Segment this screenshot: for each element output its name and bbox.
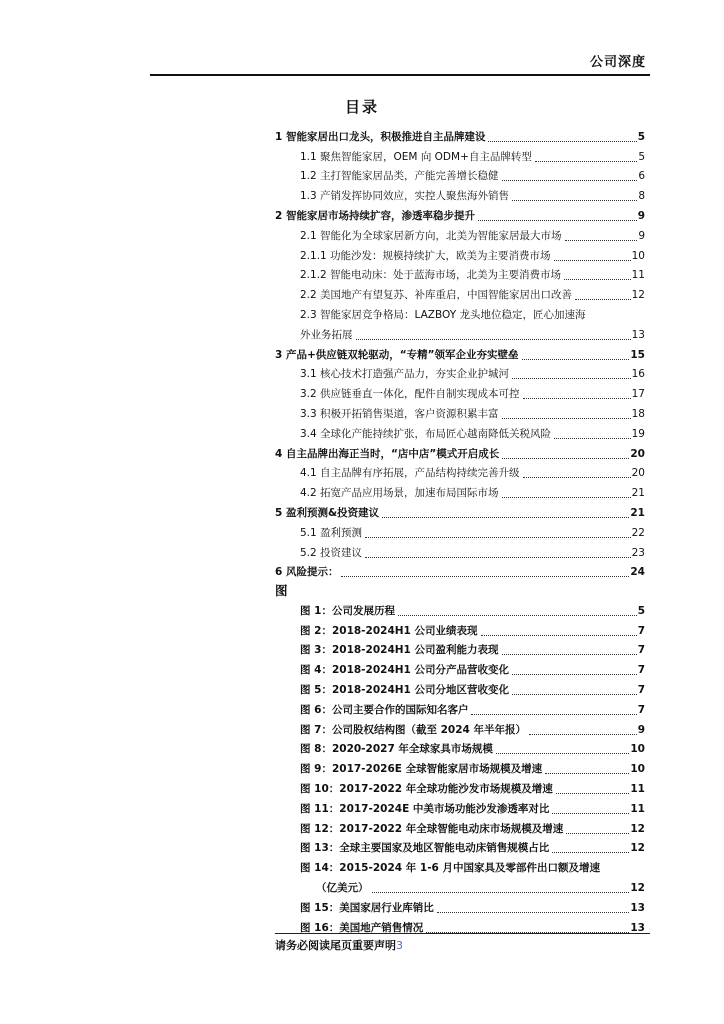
toc-title: 目录 [344,98,379,116]
toc-list [275,124,645,579]
toc-entry-11[interactable] [275,322,645,342]
toc-entry-page: 5 [638,150,645,163]
dot-leader [502,457,629,459]
toc-entry-page: 23 [631,546,645,559]
dot-leader [512,377,631,379]
dot-leader [564,278,631,280]
toc-entry-4[interactable] [275,183,645,203]
toc-entry-text: 3.3 积极开拓销售渠道，客户资源积累丰富 [300,407,499,420]
toc-entry-text: 3 产品+供应链双轮驱动，“专精”领军企业夯实壁垒 [275,348,519,361]
figure-entry-page: 5 [637,604,645,617]
dot-leader [512,673,637,675]
toc-entry-15[interactable] [275,401,645,421]
dot-leader [341,575,629,577]
figure-entry-page: 11 [630,782,645,795]
figure-entry-text: 图 6：公司主要合作的国际知名客户 [300,703,469,716]
dot-leader [488,140,636,142]
toc-entry-16[interactable] [275,421,645,441]
toc-entry-text: 6 风险提示： [275,566,339,579]
toc-entry-text: 1.2 主打智能家居品类，产能完善增长稳健 [300,170,499,183]
toc-entry-page: 21 [630,506,645,519]
toc-entry-text: 4 自主品牌出海正当时，“店中店”模式开启成长 [275,447,500,460]
dot-leader [372,891,630,893]
toc-entry-8[interactable] [275,263,645,283]
figure-entry-13[interactable] [275,836,645,856]
toc-entry-text: 5.1 盈利预测 [300,526,363,539]
toc-entry-text: 3.2 供应链垂直一体化，配件自制实现成本可控 [300,388,520,401]
footer [275,937,403,953]
toc-entry-text: 2.2 美国地产有望复苏、补库重启，中国智能家居出口改善 [300,289,573,302]
toc-entry-page: 22 [631,526,645,539]
toc-entry-text: 4.2 拓宽产品应用场景，加速布局国际市场 [300,487,499,500]
toc-entry-12[interactable] [275,342,645,362]
toc-entry-page: 18 [631,407,645,420]
footer-notice: 请务必阅读尾页重要声明 [275,939,396,952]
dot-leader [478,219,637,221]
toc-entry-20[interactable] [275,500,645,520]
dot-leader [437,911,630,913]
figure-entry-page: 10 [630,763,645,776]
dot-leader [529,733,637,735]
toc-entry-text: 5 盈利预测&投资建议 [275,506,380,519]
dot-leader [502,653,637,655]
figure-entry-text: 图 15：美国家居行业库销比 [300,901,434,914]
figure-entry-15[interactable] [275,875,645,895]
toc-entry-13[interactable] [275,362,645,382]
figure-entry-9[interactable] [275,756,645,776]
figure-entry-page: 7 [637,644,645,657]
figure-entry-12[interactable] [275,816,645,836]
toc-entry-3[interactable] [275,164,645,184]
dot-leader [502,179,638,181]
toc-entry-text: 2.1 智能化为全球家居新方向，北美为智能家居最大市场 [300,229,562,242]
toc-entry-page: 9 [638,229,645,242]
toc-entry-text: 1 智能家居出口龙头，积极推进自主品牌建设 [275,130,486,143]
toc-entry-page: 20 [631,467,645,480]
figure-entry-text: 图 8：2020-2027 年全球家具市场规模 [300,743,493,756]
figure-entry-8[interactable] [275,737,645,757]
toc-entry-text: 1.1 聚焦智能家居，OEM 向 ODM+自主品牌转型 [300,150,532,163]
figure-entry-page: 7 [637,664,645,677]
figure-entry-page: 10 [630,743,645,756]
figure-entry-5[interactable] [275,677,645,697]
toc-entry-14[interactable] [275,381,645,401]
figure-entry-text: 图 9：2017-2026E 全球智能家居市场规模及增速 [300,763,543,776]
figure-entry-6[interactable] [275,697,645,717]
figure-entry-text: （亿美元） [316,881,369,894]
dot-leader [565,239,638,241]
dot-leader [545,772,629,774]
toc-entry-page: 9 [637,209,645,222]
toc-entry-page: 13 [631,328,645,341]
toc-entry-page: 11 [631,269,645,282]
figure-entry-page: 12 [630,842,645,855]
dot-leader [471,713,636,715]
dot-leader [523,476,631,478]
figure-entry-text: 图 5：2018-2024H1 公司分地区营收变化 [300,683,510,696]
figure-entry-4[interactable] [275,657,645,677]
toc-entry-text: 2 智能家居市场持续扩容，渗透率稳步提升 [275,209,475,222]
header-rule [150,74,650,76]
figure-entry-text: 图 13：全球主要国家及地区智能电动床销售规模占比 [300,842,550,855]
toc-entry-text: 2.1.2 智能电动床：处于蓝海市场，北美为主要消费市场 [300,269,562,282]
dot-leader [552,851,629,853]
toc-entry-text: 1.3 产销发挥协同效应，实控人聚焦海外销售 [300,190,510,203]
toc-entry-1[interactable] [275,124,645,144]
toc-entry-text: 2.1.1 功能沙发：规模持续扩大，欧美为主要消费市场 [300,249,551,262]
dot-leader [523,397,631,399]
toc-entry-2[interactable] [275,144,645,164]
toc-entry-page: 10 [631,249,645,262]
figure-entry-text: 图 7：公司股权结构图（截至 2024 年半年报） [300,723,526,736]
dot-leader [566,832,629,834]
figure-entry-text: 图 1：公司发展历程 [300,604,395,617]
figure-entry-2[interactable] [275,618,645,638]
toc-entry-17[interactable] [275,441,645,461]
figure-entry-text: 图 10：2017-2022 年全球功能沙发市场规模及增速 [300,782,553,795]
dot-leader [502,496,631,498]
figure-entry-text: 图 12：2017-2022 年全球智能电动床市场规模及增速 [300,822,564,835]
figure-entry-page: 11 [630,802,645,815]
figure-entry-text: 图 14：2015-2024 年 1-6 月中国家具及零部件出口额及增速 [300,862,601,875]
toc-entry-text: 3.1 核心技术打造强产品力，夯实企业护城河 [300,368,510,381]
toc-entry-18[interactable] [275,461,645,481]
report-type-label: 公司深度 [589,55,646,70]
dot-leader [365,536,631,538]
toc-entry-page: 17 [631,388,645,401]
toc-entry-23[interactable] [275,560,645,580]
dot-leader [356,338,631,340]
toc-entry-page: 16 [631,368,645,381]
figure-entry-text: 图 16：美国地产销售情况 [300,921,424,934]
toc-entry-page: 15 [630,348,645,361]
toc-entry-22[interactable] [275,540,645,560]
toc-entry-page: 24 [630,566,645,579]
figure-entry-10[interactable] [275,776,645,796]
toc-entry-text: 外业务拓展 [300,328,353,341]
toc-entry-page: 19 [631,427,645,440]
figure-entry-3[interactable] [275,638,645,658]
figure-entry-text: 图 11：2017-2024E 中美市场功能沙发渗透率对比 [300,802,550,815]
figure-entry-page: 7 [637,703,645,716]
dot-leader [554,437,631,439]
toc-entry-page: 6 [638,170,645,183]
figure-entry-text: 图 3：2018-2024H1 公司盈利能力表现 [300,644,499,657]
dot-leader [398,614,637,616]
toc-entry-7[interactable] [275,243,645,263]
toc-entry-page: 5 [637,130,645,143]
figure-entry-11[interactable] [275,796,645,816]
dot-leader [556,792,630,794]
figure-entry-1[interactable] [275,598,645,618]
figure-entry-page: 7 [637,624,645,637]
figure-entry-page: 13 [630,901,645,914]
toc-entry-text: 4.1 自主品牌有序拓展，产品结构持续完善升级 [300,467,520,480]
toc-entry-page: 21 [631,487,645,500]
toc-entry-21[interactable] [275,520,645,540]
dot-leader [552,812,629,814]
toc-entry-text: 3.4 全球化产能持续扩张，布局匠心越南降低关税风险 [300,427,552,440]
toc-entry-page: 8 [638,190,645,203]
figure-entry-text: 图 4：2018-2024H1 公司分产品营收变化 [300,664,510,677]
toc-entry-5[interactable] [275,203,645,223]
figure-entry-17[interactable] [275,915,645,935]
toc-entry-text: 2.3 智能家居竞争格局：LAZBOY 龙头地位稳定，匠心加速海 [300,308,586,321]
dot-leader [382,516,629,518]
figure-entry-page: 9 [637,723,645,736]
dot-leader [512,693,637,695]
figure-entry-14[interactable] [275,855,645,875]
dot-leader [522,358,630,360]
figure-entry-7[interactable] [275,717,645,737]
dot-leader [512,199,637,201]
dot-leader [502,417,631,419]
toc-entry-9[interactable] [275,282,645,302]
footer-rule [275,933,650,934]
dot-leader [496,752,629,754]
toc-entry-page: 12 [631,289,645,302]
toc-entry-10[interactable] [275,302,645,322]
toc-entry-6[interactable] [275,223,645,243]
dot-leader [554,259,631,261]
dot-leader [365,556,631,558]
dot-leader [575,298,631,300]
dot-leader [481,634,637,636]
figure-list [275,598,645,935]
figure-entry-page: 12 [630,881,645,894]
figure-entry-text: 图 2：2018-2024H1 公司业绩表现 [300,624,478,637]
toc-entry-page: 20 [630,447,645,460]
toc-entry-text: 5.2 投资建议 [300,546,363,559]
figure-entry-16[interactable] [275,895,645,915]
dot-leader [535,160,637,162]
page-number: 3 [396,939,403,952]
figure-list-title: 图 [275,583,288,598]
figure-entry-page: 12 [630,822,645,835]
figure-entry-page: 13 [630,921,645,934]
toc-entry-19[interactable] [275,480,645,500]
figure-entry-page: 7 [637,683,645,696]
